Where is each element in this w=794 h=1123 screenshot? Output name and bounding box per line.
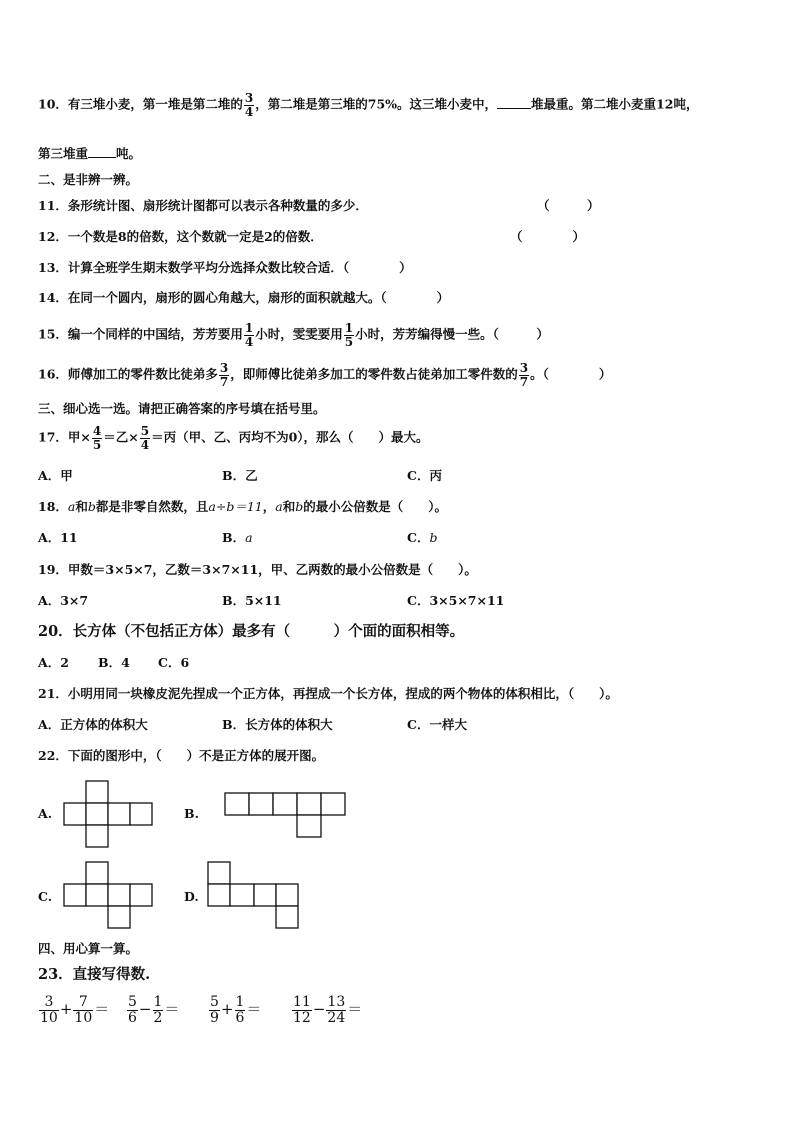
question-18: 18．a和b都是非零自然数，且a÷b＝11，a和b的最小公倍数是（ ）。 (38, 499, 448, 514)
label-b[interactable]: B. (184, 806, 199, 821)
fraction: $\frac{3}{7}$ (519, 361, 529, 389)
option-b[interactable]: B．a (222, 530, 253, 545)
answer-paren[interactable]: （ ） (537, 198, 600, 213)
calc-item[interactable]: $\frac{11}{12}$ − $\frac{13}{24}$ ＝ (293, 994, 363, 1026)
answer-paren[interactable]: （ ） (542, 366, 612, 382)
answer-paren[interactable]: （ ） (510, 229, 586, 244)
section-2-heading: 二、是非辨一辨。 (38, 172, 139, 187)
option-c[interactable]: C．3×5×7×11 (407, 593, 505, 608)
question-13: 13．计算全班学生期末数学平均分选择众数比较合适．（ ） (38, 260, 412, 275)
answer-blank[interactable] (88, 157, 116, 158)
cube-net-d[interactable] (208, 862, 302, 930)
option-c[interactable]: C．b (407, 530, 438, 545)
option-a[interactable]: A．正方体的体积大 (38, 717, 148, 732)
option-b[interactable]: B．5×11 (222, 593, 282, 608)
question-23: 23．直接写得数. (38, 966, 151, 983)
question-19: 19．甲数＝3×5×7，乙数＝3×7×11，甲、乙两数的最小公倍数是（ ）。 (38, 562, 477, 577)
calc-item[interactable]: $\frac{5}{9}$ + $\frac{1}{6}$ ＝ (210, 994, 262, 1026)
section-3-heading: 三、细心选一选。请把正确答案的序号填在括号里。 (38, 401, 326, 416)
question-15: 15．编一个同样的中国结，芳芳要用 $\frac{1}{4}$ 小时，雯雯要用 $\frac{1}{5}$ 小时，芳芳编得慢一些。（ ） (38, 321, 549, 349)
cube-net-a[interactable] (64, 781, 156, 847)
calc-item[interactable]: $\frac{3}{10}$ + $\frac{7}{10}$ ＝ (40, 994, 110, 1026)
fraction: $\frac{1}{4}$ (244, 321, 254, 349)
question-14: 14．在同一个圆内，扇形的圆心角越大，扇形的面积就越大。（ ） (38, 290, 450, 305)
label-d[interactable]: D. (184, 889, 199, 904)
cube-net-c[interactable] (64, 862, 156, 930)
fraction: $\frac{3}{7}$ (219, 361, 229, 389)
answer-blank[interactable] (497, 108, 531, 109)
fraction: $\frac{5}{4}$ (140, 424, 150, 452)
fraction: $\frac{1}{5}$ (344, 321, 354, 349)
option-a[interactable]: A．11 (38, 530, 78, 545)
question-10-line2: 第三堆重 吨。 (38, 146, 142, 161)
fraction: $\frac{3}{4}$ (244, 91, 254, 119)
label-a[interactable]: A. (38, 806, 53, 821)
question-22: 22．下面的图形中，（ ）不是正方体的展开图。 (38, 748, 325, 763)
question-12: 12．一个数是8的倍数，这个数就一定是2的倍数． (38, 229, 323, 244)
question-17: 17．甲× $\frac{4}{5}$ ＝乙× $\frac{5}{4}$ ＝丙（甲、乙、丙均不为0），那么（ ）最大。 (38, 424, 429, 452)
question-11: 11．条形统计图、扇形统计图都可以表示各种数量的多少． (38, 198, 368, 213)
answer-paren[interactable]: （ ） (342, 260, 412, 275)
cube-net-b[interactable] (225, 793, 347, 839)
answer-paren[interactable]: （ ） (492, 326, 549, 342)
option-c[interactable]: C．一样大 (407, 717, 467, 732)
answer-paren[interactable]: （ ） (380, 290, 450, 305)
calc-item[interactable]: $\frac{5}{6}$ − $\frac{1}{2}$ ＝ (128, 994, 180, 1026)
option-c[interactable]: C．丙 (407, 468, 442, 483)
option-c[interactable]: C．6 (158, 655, 190, 670)
question-20: 20．长方体（不包括正方体）最多有（ ）个面的面积相等。 (38, 623, 465, 640)
option-a[interactable]: A．甲 (38, 468, 73, 483)
option-b[interactable]: B．4 (98, 655, 130, 670)
question-16: 16．师傅加工的零件数比徒弟多 $\frac{3}{7}$ ，即师傅比徒弟多加工的零件数占徒弟加工零件数的 $\frac{3}{7}$ 。（ ） (38, 361, 612, 389)
question-21: 21．小明用同一块橡皮泥先捏成一个正方体，再捏成一个长方体，捏成的两个物体的体积相比，（ ）。 (38, 686, 618, 701)
option-a[interactable]: A．2 (38, 655, 69, 670)
option-b[interactable]: B．乙 (222, 468, 258, 483)
question-10-line1: 10．有三堆小麦，第一堆是第二堆的 $\frac{3}{4}$ ，第二堆是第三堆的75%。这三堆小麦中， 堆最重。第二堆小麦重12吨， (38, 91, 699, 119)
fraction: $\frac{4}{5}$ (92, 424, 102, 452)
label-c[interactable]: C. (38, 889, 53, 904)
option-a[interactable]: A．3×7 (38, 593, 89, 608)
section-4-heading: 四、用心算一算。 (38, 941, 139, 956)
option-b[interactable]: B．长方体的体积大 (222, 717, 333, 732)
